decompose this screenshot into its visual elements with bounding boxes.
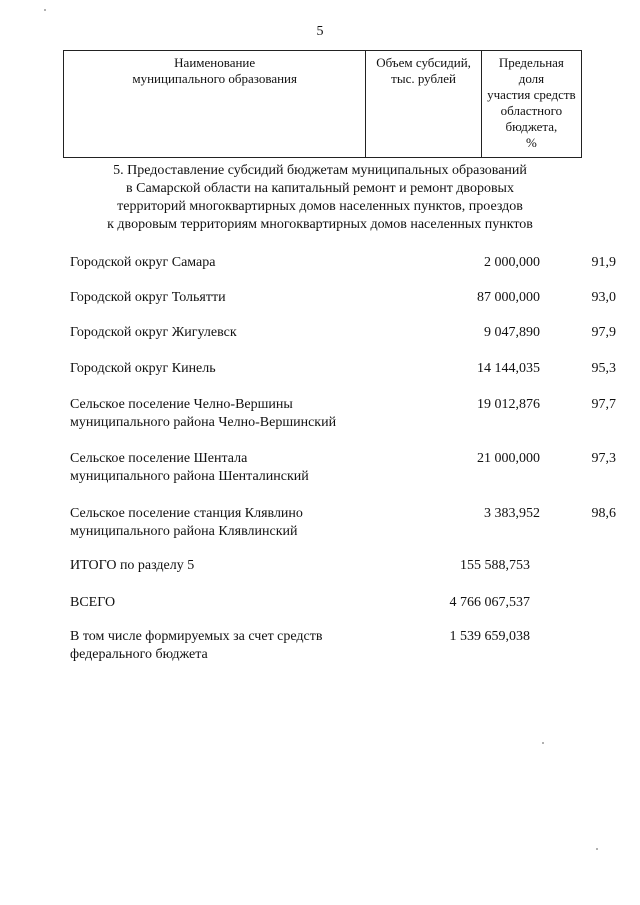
budget-share: 93,0 — [591, 290, 616, 305]
name-line: Сельское поселение Шентала — [70, 451, 248, 466]
subsidy-amount: 14 144,035 — [477, 361, 540, 376]
name-line: ВСЕГО — [70, 595, 116, 610]
total-amount: 4 766 067,537 — [449, 595, 530, 610]
name-line: федерального бюджета — [70, 647, 208, 662]
municipality-name — [70, 324, 370, 342]
total-label — [70, 628, 370, 664]
header-line: областного — [500, 103, 563, 118]
name-line: муниципального района Клявлинский — [70, 524, 298, 539]
name-line: Городской округ Жигулевск — [70, 325, 237, 340]
total-amount: 155 588,753 — [460, 558, 530, 573]
section-title-line: в Самарской области на капитальный ремонт и ремонт дворовых — [126, 181, 514, 196]
scan-speck — [44, 9, 46, 11]
budget-share: 95,3 — [591, 361, 616, 376]
municipality-name — [70, 254, 370, 272]
scan-speck — [596, 848, 598, 850]
header-line: % — [525, 135, 537, 150]
section-title-line: территорий многоквартирных домов населенных пунктов, проездов — [117, 199, 523, 214]
subsidy-amount: 2 000,000 — [484, 255, 540, 270]
budget-share: 97,7 — [591, 397, 616, 412]
name-line: ИТОГО по разделу 5 — [70, 558, 195, 573]
header-line: участия средств — [487, 87, 576, 102]
header-line: доля — [518, 71, 545, 86]
scan-speck — [542, 742, 544, 744]
subsidy-amount: 19 012,876 — [477, 397, 540, 412]
subsidy-amount: 3 383,952 — [484, 506, 540, 521]
header-line: Предельная — [498, 55, 564, 70]
section-title-line: 5. Предоставление субсидий бюджетам муниципальных образований — [113, 163, 527, 178]
budget-share: 97,3 — [591, 451, 616, 466]
budget-share: 91,9 — [591, 255, 616, 270]
header-line: муниципального образования — [132, 71, 297, 86]
budget-share: 98,6 — [591, 506, 616, 521]
table-header — [63, 50, 582, 158]
budget-share: 97,9 — [591, 325, 616, 340]
name-line: Городской округ Кинель — [70, 361, 216, 376]
name-line: Сельское поселение Челно-Вершины — [70, 397, 293, 412]
total-label — [70, 557, 370, 575]
name-line: В том числе формируемых за счет средств — [70, 629, 323, 644]
name-line: муниципального района Шенталинский — [70, 469, 309, 484]
header-line: тыс. рублей — [391, 71, 457, 86]
subsidy-amount: 9 047,890 — [484, 325, 540, 340]
subsidy-amount: 87 000,000 — [477, 290, 540, 305]
municipality-name — [70, 289, 370, 307]
section-title-line: к дворовым территориям многоквартирных домов населенных пунктов — [107, 217, 533, 232]
header-column-name — [64, 51, 366, 158]
total-amount: 1 539 659,038 — [449, 629, 530, 644]
name-line: Городской округ Самара — [70, 255, 216, 270]
municipality-name — [70, 505, 370, 541]
subsidy-amount: 21 000,000 — [477, 451, 540, 466]
municipality-name — [70, 360, 370, 378]
header-line: Наименование — [174, 55, 256, 70]
section-title — [70, 162, 570, 234]
header-line: Объем субсидий, — [376, 55, 471, 70]
municipality-name — [70, 396, 370, 432]
total-label — [70, 594, 370, 612]
header-line: бюджета, — [505, 119, 558, 134]
name-line: Сельское поселение станция Клявлино — [70, 506, 303, 521]
name-line: муниципального района Челно-Вершинский — [70, 415, 337, 430]
name-line: Городской округ Тольятти — [70, 290, 226, 305]
municipality-name — [70, 450, 370, 486]
header-column-share — [481, 51, 581, 158]
page-number: 5 — [316, 24, 324, 39]
header-column-amount — [366, 51, 481, 158]
